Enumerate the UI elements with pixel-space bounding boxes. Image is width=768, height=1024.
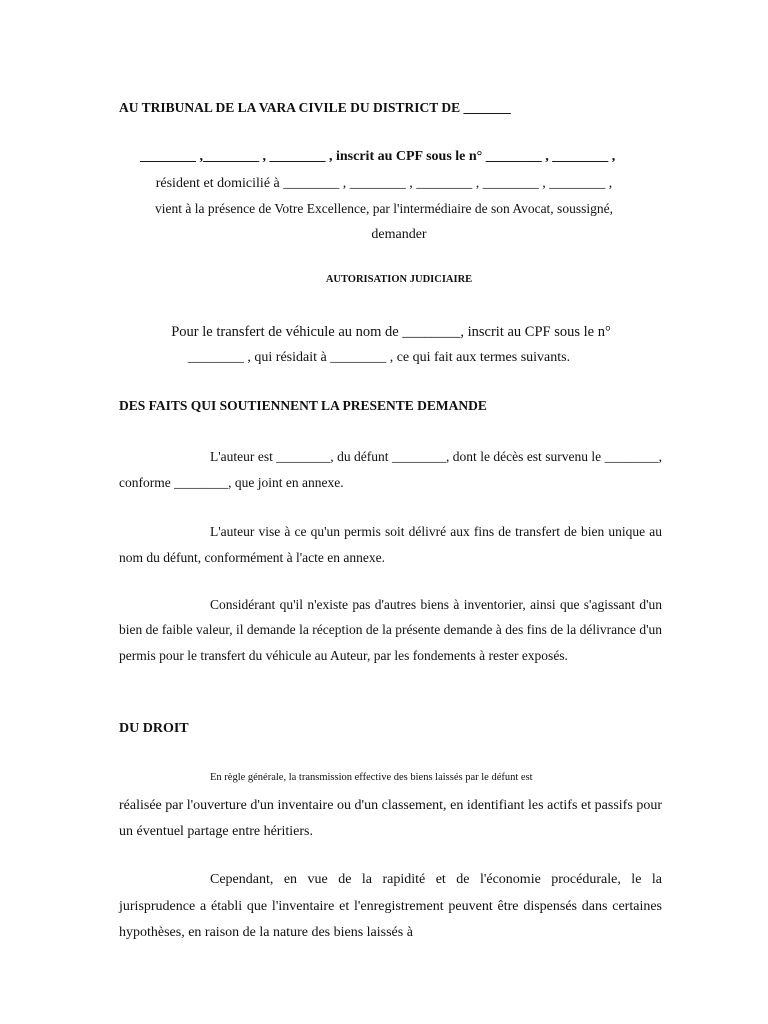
law-paragraph-1-first-text: En règle générale, la transmission effective des biens laissés par le défunt est xyxy=(210,772,533,783)
facts-paragraph-3-text: Considérant qu'il n'existe pas d'autres biens à inventorier, ainsi que s'agissant d'un bien de faible valeur, il demande la réception de la présente demande à des fins de la délivrance d'un permis pour le transfert du véhicule au Auteur, par les fondements à rester exposés. xyxy=(119,597,662,663)
authorization-title: AUTORISATION JUDICIAIRE xyxy=(325,274,473,285)
party-identification-line: ________ ,________ , ________ , inscrit au CPF sous le n° ________ , ________ , xyxy=(140,149,616,164)
facts-paragraph-3 xyxy=(119,592,662,668)
facts-heading: DES FAITS QUI SOUTIENNENT LA PRESENTE DEMANDE xyxy=(119,398,487,413)
law-heading: DU DROIT xyxy=(119,721,189,736)
facts-paragraph-1-text: L'auteur est ________, du défunt ________, dont le décès est survenu le ________, conforme ________, que joint en annexe. xyxy=(119,449,662,490)
transfer-line-2: ________ , qui résidait à ________ , ce qui fait aux termes suivants. xyxy=(187,350,571,365)
demander-line: demander xyxy=(371,227,427,242)
law-paragraph-2-text: Cependant, en vue de la rapidité et de l'économie procédurale, le la jurisprudence a établi que l'inventaire et l'enregistrement peuvent être dispensés dans certaines hypothèses, en raison de la nature des biens laissés à xyxy=(119,872,662,940)
residence-line: résident et domicilié à ________ , ________ , ________ , ________ , ________ , xyxy=(155,176,613,191)
presence-line: vient à la présence de Votre Excellence, par l'intermédiaire de son Avocat, soussigné, xyxy=(155,201,613,216)
law-paragraph-1-first-line xyxy=(119,768,662,788)
law-paragraph-1-rest: réalisée par l'ouverture d'un inventaire ou d'un classement, en identifiant les actifs et passifs pour un éventuel partage entre héritiers. xyxy=(119,798,662,839)
transfer-line-1: Pour le transfert de véhicule au nom de ________, inscrit au CPF sous le n° xyxy=(171,324,611,340)
facts-paragraph-1 xyxy=(119,444,662,495)
facts-paragraph-2 xyxy=(119,519,662,570)
facts-paragraph-2-text: L'auteur vise à ce qu'un permis soit délivré aux fins de transfert de bien unique au nom du défunt, conformément à l'acte en annexe. xyxy=(119,524,662,565)
law-paragraph-2 xyxy=(119,867,662,947)
court-title: AU TRIBUNAL DE LA VARA CIVILE DU DISTRICT DE _______ xyxy=(119,100,511,115)
